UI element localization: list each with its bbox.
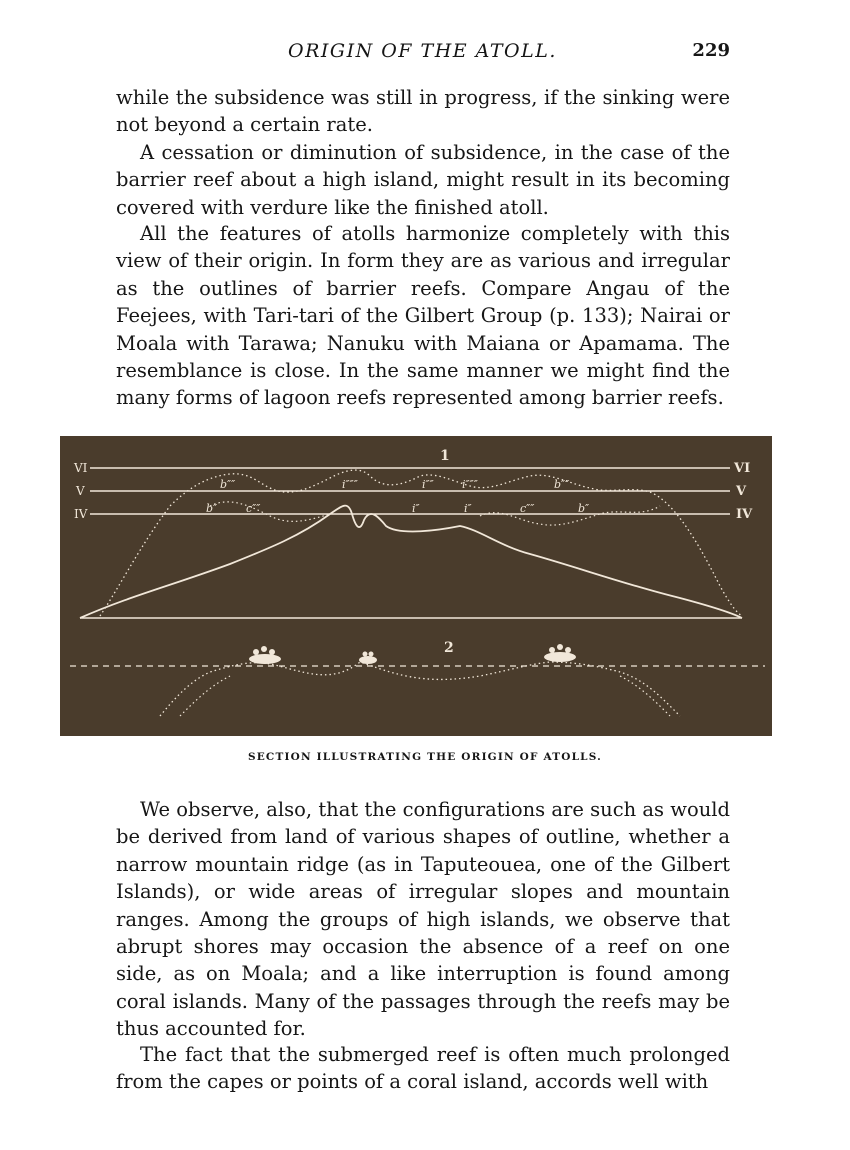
level-label-v-left: V <box>76 484 85 498</box>
atoll-origin-figure <box>60 436 772 736</box>
figure-caption: SECTION ILLUSTRATING THE ORIGIN OF ATOLLS. <box>247 751 603 763</box>
submerged-reef-outline <box>160 662 680 716</box>
islet-left <box>249 646 281 664</box>
section-label-1: 1 <box>440 448 450 464</box>
reef-label-c-right: c″″ <box>520 502 535 515</box>
reef-label-b-left-lower: b″ <box>206 502 218 515</box>
paragraph-submerged-reef: The fact that the submerged reef is often much prolonged from the capes or points of a coral island, accords well with <box>116 1043 730 1094</box>
reef-label-i-upper-1: i″″″ <box>342 478 358 491</box>
level-label-v-right: V <box>736 484 747 499</box>
level-label-vi-right: VI <box>734 461 751 476</box>
reef-label-i-upper-3: i″″″ <box>462 478 478 491</box>
reef-outline-right <box>480 506 660 525</box>
paragraph-features-of-atolls: All the features of atolls harmonize completely with this view of their origin. In form they are as various and irregular as the outlines of barrier reefs. Compare Angau of the Feejees, with Tari-tari of the Gilbert Group (p. 133); Nairai or Moala with Tarawa; Nanuku with Maiana or Apamama. The resemblance is close. In the same manner we might find the many forms of lagoon reefs represented among barrier reefs. <box>116 222 730 410</box>
paragraph-cessation: A cessation or diminution of subsidence, in the case of the barrier reef about a high island, might result in its becoming covered with verdure like the finished atoll. <box>116 141 730 219</box>
reef-outline-upper <box>100 470 742 616</box>
reef-slope-left <box>180 676 230 716</box>
level-label-iv-right: IV <box>736 507 753 522</box>
running-head: ORIGIN OF THE ATOLL. <box>288 40 557 62</box>
level-label-vi-left: VI <box>74 461 88 475</box>
paragraph-configurations: We observe, also, that the configurations are such as would be derived from land of various shapes of outline, whether a narrow mountain ridge (as in Taputeouea, one of the Gilbert Islands), or wide areas of irregular slopes and mountain ranges. Among the groups of high islands, we observe that abrupt shores may occasion the absence of a reef on one side, as on Moala; and a like interruption is found among coral islands. Many of the passages through the reefs may be thus accounted for. <box>116 798 730 1041</box>
page-header <box>118 40 730 70</box>
reef-label-c-left: c″″ <box>246 502 261 515</box>
section-label-2: 2 <box>444 640 454 656</box>
reef-outline-left <box>210 502 330 521</box>
reef-label-b-right-upper: b″″ <box>554 478 570 491</box>
reef-label-i-upper-2: i″″ <box>422 478 434 491</box>
reef-label-i-lower-2: i″ <box>464 502 472 515</box>
paragraph-continuation: while the subsidence was still in progress, if the sinking were not beyond a certain rate. <box>116 86 730 137</box>
island-profile <box>80 506 742 618</box>
atoll-section-diagram <box>60 436 772 736</box>
reef-label-i-lower-1: i″ <box>412 502 420 515</box>
level-label-iv-left: IV <box>74 507 88 521</box>
islet-center <box>359 652 377 665</box>
reef-slope-right <box>620 676 670 716</box>
reef-label-b-left-upper: b″″ <box>220 478 236 491</box>
islet-right <box>544 644 576 662</box>
page-number: 229 <box>692 40 730 61</box>
reef-label-b-right-lower: b″ <box>578 502 590 515</box>
